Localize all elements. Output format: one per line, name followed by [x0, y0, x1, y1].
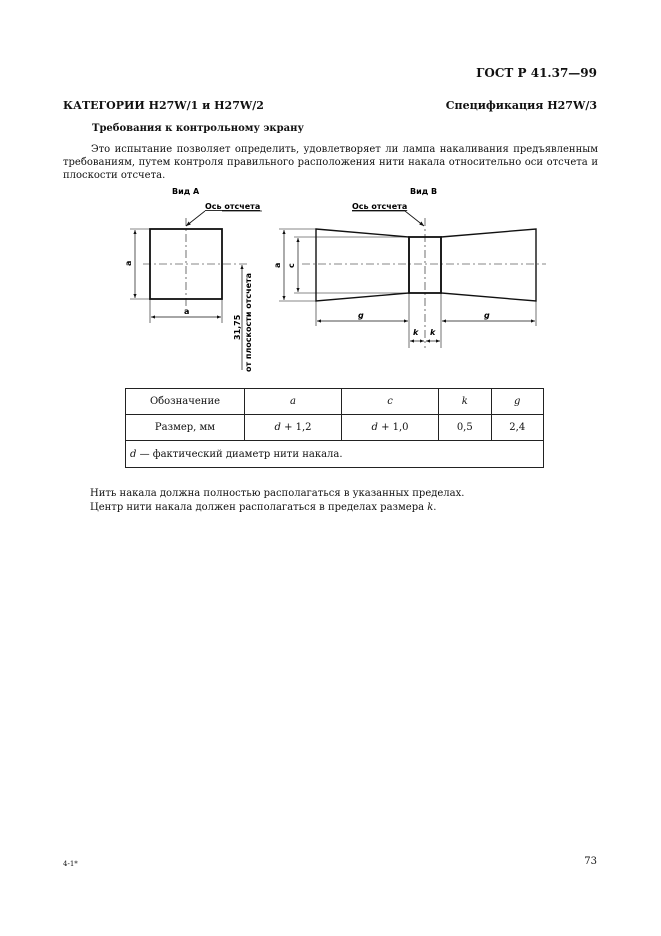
table-note-row [126, 441, 544, 468]
table-cell-c: d + 1,0 [342, 415, 439, 441]
view-b [273, 187, 546, 348]
table-header-cell: Обозначение [126, 389, 245, 415]
category-heading: КАТЕГОРИИ H27W/1 и H27W/2 [63, 99, 264, 112]
view-a-height-label: a [124, 260, 133, 266]
view-b-inner-label: c [287, 263, 296, 268]
footnote-mark: 4-1* [63, 860, 78, 868]
view-b-outer-label: a [273, 262, 282, 268]
reference-distance-label: от плоскости отсчета [244, 272, 253, 372]
view-b-right-taper [441, 229, 536, 301]
table-cell-a: d + 1,2 [245, 415, 342, 441]
view-a-width-label: a [184, 307, 190, 316]
table-cell-k: 0,5 [439, 415, 491, 441]
view-a-axis-label: Ось отсчета [205, 202, 261, 211]
specification-heading: Спецификация H27W/3 [445, 99, 597, 112]
footer-line-1: Нить накала должна полностью располагаться в указанных пределах. [90, 488, 465, 499]
table-header-row [126, 389, 544, 415]
footer-line-2: Центр нити накала должен располагаться в пределах размера k. [90, 502, 437, 513]
table-cell-g: 2,4 [491, 415, 544, 441]
reference-distance-value: 31,75 [233, 314, 242, 340]
view-a-axis-arrow [186, 211, 205, 226]
table-header-cell: k [439, 389, 491, 415]
view-b-k1-label: k [413, 328, 419, 337]
view-a [124, 187, 262, 372]
table-header-cell: g [491, 389, 544, 415]
view-b-title: Вид В [410, 187, 438, 196]
page-number: 73 [584, 856, 597, 867]
dimensions-table [125, 388, 544, 468]
section-title: Требования к контрольному экрану [92, 123, 304, 134]
table-row [126, 415, 544, 441]
view-a-title: Вид А [172, 187, 200, 196]
intro-paragraph: Это испытание позволяет определить, удовлетворяет ли лампа накаливания предъявленным требованиям, путем контроля правильного расположения нити накала относительно оси отсчета и плоскости отсчета. [63, 144, 598, 181]
table-header-cell: a [245, 389, 342, 415]
view-b-right-g-label: g [484, 311, 490, 320]
view-b-axis-label: Ось отсчета [352, 202, 408, 211]
view-b-left-taper [316, 229, 409, 301]
table-row-label: Размер, мм [126, 415, 245, 441]
view-b-axis-arrow [405, 211, 424, 226]
standard-number: ГОСТ Р 41.37—99 [476, 66, 597, 80]
view-b-k2-label: k [430, 328, 436, 337]
table-note: d — фактический диаметр нити накала. [126, 441, 544, 468]
table-header-cell: c [342, 389, 439, 415]
view-b-left-g-label: g [358, 311, 364, 320]
